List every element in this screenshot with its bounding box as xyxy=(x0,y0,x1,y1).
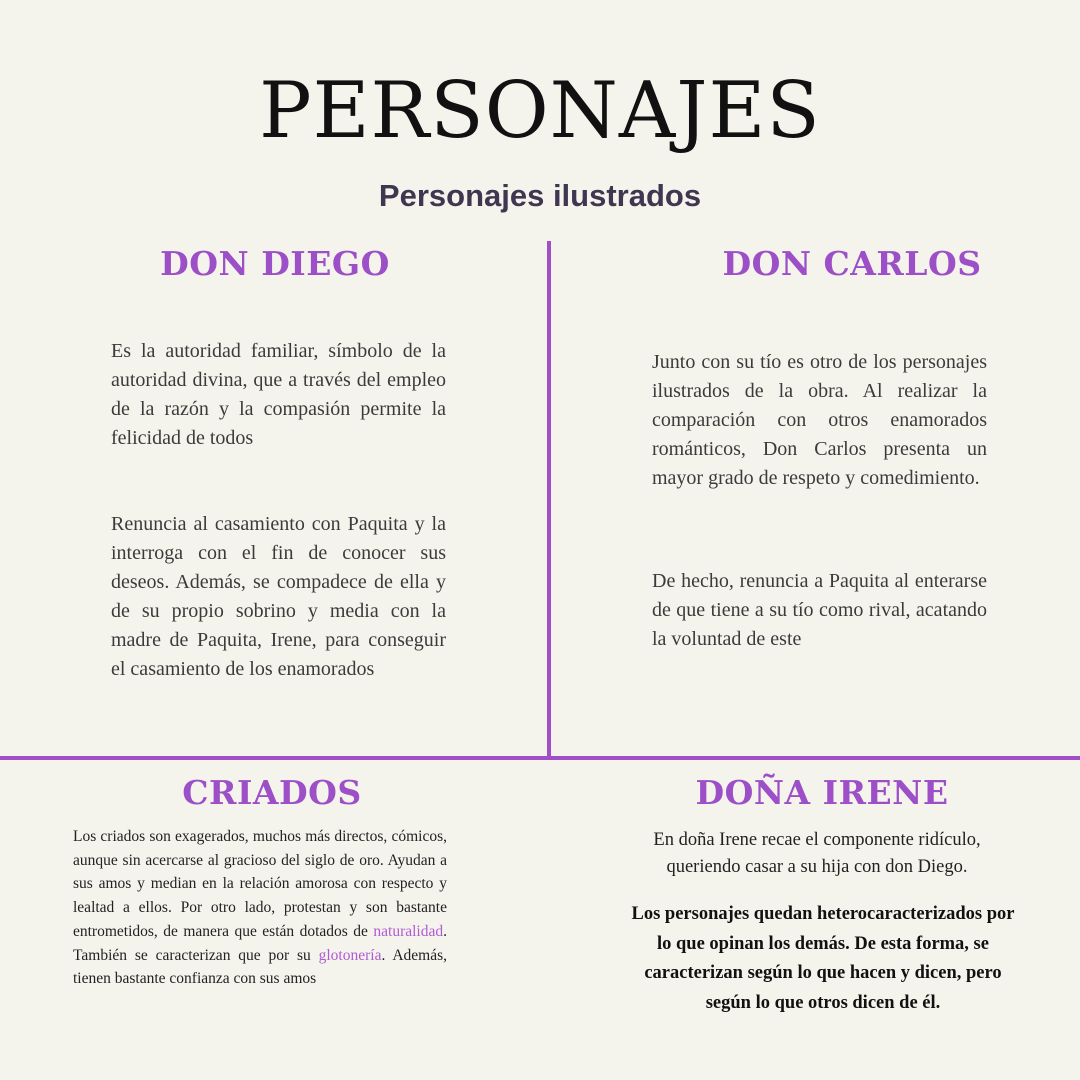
page-subtitle: Personajes ilustrados xyxy=(378,178,702,213)
don-diego-paragraph-2: Renuncia al casamiento con Paquita y la interroga con el fin de conocer sus deseos. Además, se compadece de ella y de su propio sobrino y media con la madre de Paquita, Irene, para conseguir el casamiento de los enamorados xyxy=(111,513,446,680)
don-diego-paragraph-1: Es la autoridad familiar, símbolo de la autoridad divina, que a través del empleo de la razón y la compasión permite la felicidad de todos xyxy=(111,340,446,449)
criados-text-c: . Además, tienen bastante confianza con sus amos xyxy=(73,946,447,988)
criados-heading: CRIADOS xyxy=(182,773,362,812)
don-diego-heading: DON DIEGO xyxy=(160,244,390,283)
horizontal-divider xyxy=(0,756,1080,760)
don-carlos-heading: DON CARLOS xyxy=(722,244,982,283)
criados-highlight-glotoneria: glotonería xyxy=(318,946,382,964)
characterization-note: Los personajes quedan heterocaracterizados por lo que opinan los demás. De esta forma, se caracterizan según lo que hacen y dicen, pero según lo que otros dicen de él. xyxy=(631,904,1015,1013)
dona-irene-paragraph: En doña Irene recae el componente ridículo, queriendo casar a su hija con don Diego. xyxy=(653,830,981,877)
criados-paragraph xyxy=(73,825,447,991)
dona-irene-heading: DOÑA IRENE xyxy=(695,773,949,812)
vertical-divider xyxy=(547,241,551,758)
criados-highlight-naturalidad: naturalidad xyxy=(373,922,444,940)
don-carlos-paragraph-2: De hecho, renuncia a Paquita al enterarse de que tiene a su tío como rival, acatando la voluntad de este xyxy=(652,570,987,650)
don-carlos-paragraph-1: Junto con su tío es otro de los personajes ilustrados de la obra. Al realizar la comparación con otros enamorados románticos, Don Carlos presenta un mayor grado de respeto y comedimiento. xyxy=(652,351,987,489)
criados-text-a: Los criados son exagerados, muchos más directos, cómicos, aunque sin acercarse al gracioso del siglo de oro. Ayudan a sus amos y median en la relación amorosa con respecto y lealtad a ellos. Por otro lado, protestan y son bastante entrometidos, de manera que están dotados de xyxy=(73,828,447,940)
page-title: PERSONAJES xyxy=(259,66,821,156)
criados-text-b: . También se caracterizan que por su xyxy=(73,922,447,964)
